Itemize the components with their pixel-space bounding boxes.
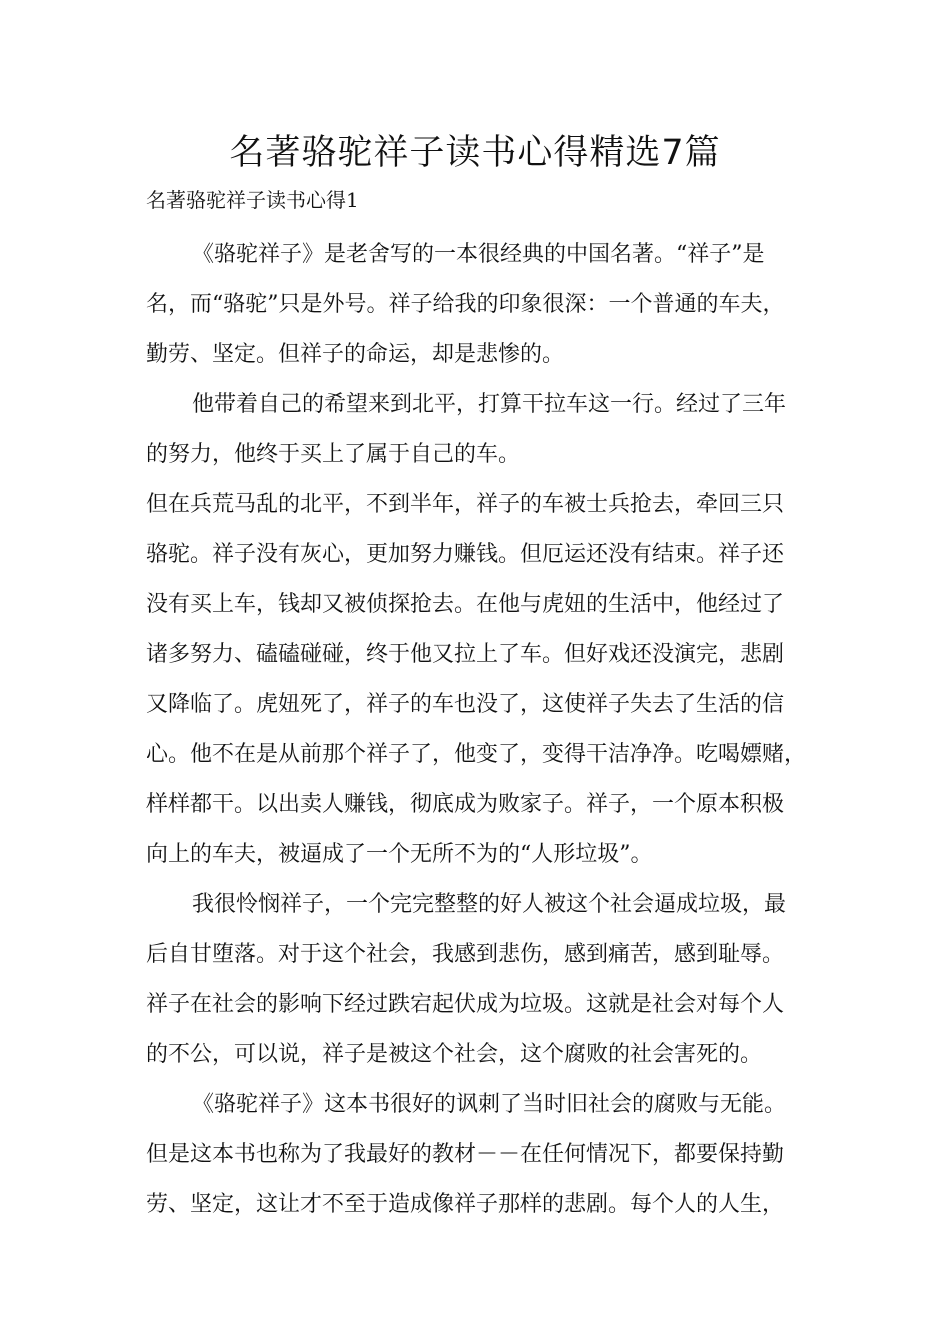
text-line: 后自甘堕落。对于这个社会，我感到悲伤，感到痛苦，感到耻辱。 <box>146 942 785 967</box>
text-line: 祥子在社会的影响下经过跌宕起伏成为垃圾。这就是社会对每个人 <box>146 992 785 1017</box>
document-title: 名著骆驼祥子读书心得精选7篇 <box>229 133 721 173</box>
text-line: 的努力，他终于买上了属于自己的车。 <box>146 442 521 467</box>
section-heading: 名著骆驼祥子读书心得1 <box>146 188 359 212</box>
text-line: 骆驼。祥子没有灰心，更加努力赚钱。但厄运还没有结束。祥子还 <box>146 542 785 567</box>
text-line: 心。他不在是从前那个祥子了，他变了，变得干洁净净。吃喝嫖赌， <box>146 742 807 767</box>
text-line: 诸多努力、磕磕碰碰，终于他又拉上了车。但好戏还没演完，悲剧 <box>146 642 785 667</box>
text-line: 没有买上车，钱却又被侦探抢去。在他与虎妞的生活中，他经过了 <box>146 592 785 617</box>
text-line: 的不公，可以说，祥子是被这个社会，这个腐败的社会害死的。 <box>146 1042 763 1067</box>
text-line: 样样都干。以出卖人赚钱，彻底成为败家子。祥子，一个原本积极 <box>146 792 785 817</box>
text-line: 又降临了。虎妞死了，祥子的车也没了，这使祥子失去了生活的信 <box>146 692 785 717</box>
body-text <box>146 230 826 1230</box>
text-line: 但是这本书也称为了我最好的教材－－在任何情况下，都要保持勤 <box>146 1142 785 1167</box>
text-line: 但在兵荒马乱的北平，不到半年，祥子的车被士兵抢去，牵回三只 <box>146 492 785 517</box>
text-line: 《骆驼祥子》是老舍写的一本很经典的中国名著。“祥子”是 <box>192 242 765 267</box>
text-line: 名，而“骆驼”只是外号。祥子给我的印象很深：一个普通的车夫， <box>146 292 785 317</box>
text-line: 劳、坚定，这让才不至于造成像祥子那样的悲剧。每个人的人生， <box>146 1192 785 1217</box>
text-line: 勤劳、坚定。但祥子的命运，却是悲惨的。 <box>146 342 565 367</box>
text-line: 向上的车夫，被逼成了一个无所不为的“人形垃圾”。 <box>146 842 653 867</box>
text-line: 我很怜悯祥子，一个完完整整的好人被这个社会逼成垃圾，最 <box>192 892 787 917</box>
text-line: 《骆驼祥子》这本书很好的讽刺了当时旧社会的腐败与无能。 <box>192 1092 787 1117</box>
text-line: 他带着自己的希望来到北平，打算干拉车这一行。经过了三年 <box>192 392 787 417</box>
